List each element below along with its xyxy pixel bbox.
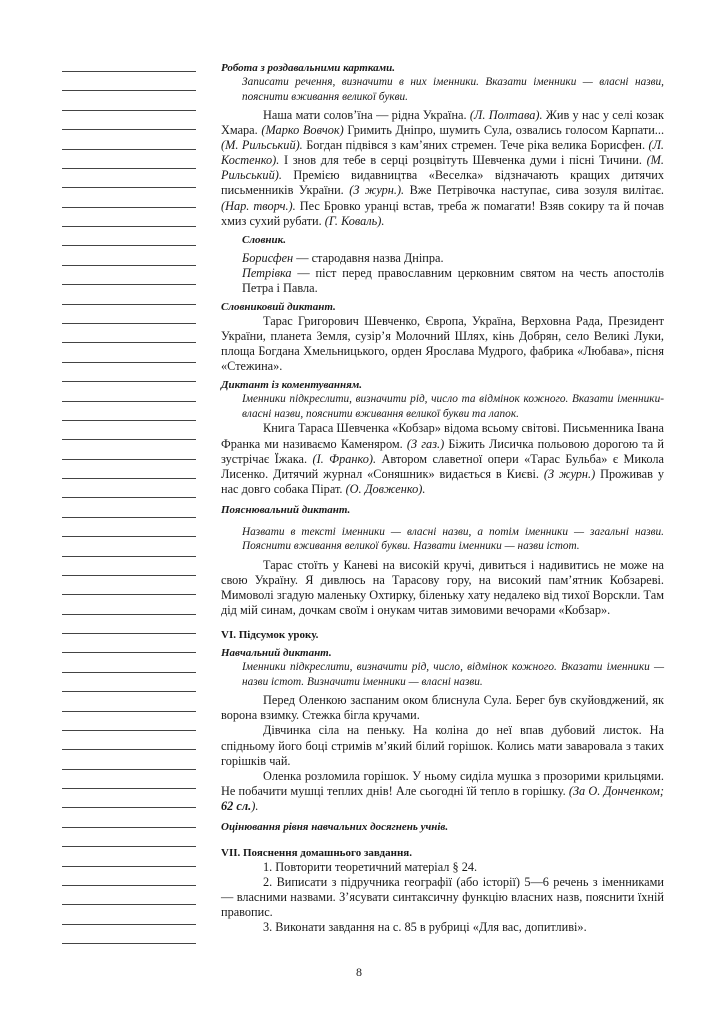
note-line <box>62 420 196 421</box>
note-line <box>62 788 196 789</box>
note-line <box>62 536 196 537</box>
glossary-entry <box>221 266 664 296</box>
source-citation: (З газ.) <box>406 436 445 451</box>
note-line <box>62 497 196 498</box>
explanatory-dictation-text: Тарас стоїть у Каневі на високій кручі, дивиться і надивитись не може на свою Україну. Я дивлюсь на Тарасову гору, на високий пам’ятник Кобзареві. Мимоволі згадую маленьку Охтирку, біленьку хату недалеко від тихої Ворскли. Там дід мій синам, дочкам своїм і онукам читав зимовими вечорами «Кобзар». <box>221 557 664 618</box>
note-line <box>62 226 196 227</box>
training-source: (За О. Донченком; <box>568 783 664 798</box>
sentence-text: Пес Бровко уранці встав, треба ж помагати! Взяв сокиру та й почав хмиз сухий рубати. <box>221 198 664 228</box>
sentence-text: Автором славетної опери «Тарас Бульба» є Микола Лисенко. Дитячий журнал «Соняшник» видається в Києві. <box>221 451 664 481</box>
sentence-text: Жив у нас у селі козак Хмара. <box>221 108 664 138</box>
note-line <box>62 362 196 363</box>
note-line <box>62 478 196 479</box>
note-line <box>62 924 196 925</box>
sentence-text: Гримить Дніпро, шумить Сула, озвались голосом Карпати... <box>343 123 665 138</box>
training-dictation-task: Іменники підкреслити, визначити рід, число, відмінок кожного. Вказати іменники — назви істот. Визначити іменники — власні назви. <box>242 661 664 688</box>
training-paragraph: Перед Оленкою заспаним оком блиснула Сула. Берег був скуйовджений, як ворона взимку. Стежка бігла кручами. <box>221 693 664 723</box>
note-line <box>62 672 196 673</box>
glossary-term: Борисфен <box>242 250 294 265</box>
source-citation: (Г. Коваль). <box>324 213 385 228</box>
note-line <box>62 749 196 750</box>
note-line <box>62 149 196 150</box>
source-citation: (Марко Вовчок) <box>261 123 344 138</box>
sentence-text: Премією видавництва «Веселка» відзначають кращих дитячих письменників України. <box>221 168 664 198</box>
note-line <box>62 885 196 886</box>
note-line <box>62 304 196 305</box>
sentence-text: Наша мати солов’їна — рідна Україна. <box>263 108 470 122</box>
glossary-entry <box>221 251 664 266</box>
training-last-text: Оленка розломила горішок. У ньому сиділа мушка з прозорими крильцями. Не побачити мушці теплих днів! Але сьогодні їй тепло в горішку. <box>221 768 664 798</box>
note-line <box>62 575 196 576</box>
source-citation: (З журн.). <box>349 183 405 198</box>
source-citation: (М. Рильський). <box>221 153 664 183</box>
homework-item: 3. Виконати завдання на с. 85 в рубриці «Для вас, допитливі». <box>263 920 587 935</box>
note-line <box>62 517 196 518</box>
homework-item: 1. Повторити теоретичний матеріал § 24. <box>263 860 478 874</box>
note-line <box>62 110 196 111</box>
explanatory-dictation-heading: Пояснювальний диктант. <box>221 503 351 516</box>
note-line <box>62 614 196 615</box>
note-line <box>62 342 196 343</box>
sentence-text: І знов для тебе в серці розцвітуть Шевченка думи і пісні Тичини. <box>279 153 647 168</box>
note-line <box>62 71 196 72</box>
glossary-definition: — стародавня назва Дніпра. <box>293 250 444 265</box>
sentence-text: Біжить Лисичка польовою дорогою та й зустрічає Їжака. <box>221 436 664 466</box>
explanatory-dictation-task: Назвати в тексті іменники — власні назви, а потім іменники — загальні назви. Пояснити вживання великої букви. Назвати іменники — назви істот. <box>242 525 664 553</box>
note-line <box>62 459 196 460</box>
vocab-dictation-text: Тарас Григорович Шевченко, Європа, Україна, Верховна Рада, Президент України, планета Земля, сузір’я Молочний Шлях, кінь Добрян, село Великі Луки, площа Богдана Хмельницького, орден Ярослава Мудрого, фабрика «Любава», пісня «Стежина». <box>221 314 664 374</box>
note-line <box>62 284 196 285</box>
homework-heading: VII. Пояснення домашнього завдання. <box>221 847 412 859</box>
note-line <box>62 711 196 712</box>
note-line <box>62 381 196 382</box>
source-citation: (Нар. творч.). <box>221 198 296 213</box>
note-line <box>62 904 196 905</box>
lesson-content <box>221 61 664 935</box>
note-line <box>62 827 196 828</box>
training-paragraph: Дівчинка сіла на пеньку. На коліна до неї впав дубовий листок. На спідньому його боці стримів м’який білий горішок. Колись мати заваровала з таких горішків чай. <box>221 723 664 768</box>
note-line <box>62 323 196 324</box>
note-line <box>62 556 196 557</box>
training-source-end: ). <box>251 798 259 813</box>
note-line <box>62 207 196 208</box>
source-citation: (М. Рильський). <box>221 138 303 153</box>
note-line <box>62 866 196 867</box>
commented-dictation-text <box>221 421 664 496</box>
note-line <box>62 90 196 91</box>
commented-dictation-heading: Диктант із коментуванням. <box>221 379 363 392</box>
sentence-text: Богдан підвівся з кам’яних стремен. Тече ріка велика Борисфен. <box>302 138 649 153</box>
note-line <box>62 439 196 440</box>
note-line <box>62 245 196 246</box>
sentence-text: Книга Тараса Шевченка «Кобзар» відома всьому світові. Письменника Івана Франка ми називаємо Каменяром. <box>221 421 664 451</box>
source-citation: (О. Довженко). <box>345 481 426 496</box>
note-line <box>62 652 196 653</box>
sentence-text: Вже Петрівочка наступає, сива зозуля вилітає. <box>404 183 664 198</box>
sentence-text: Проживав у нас довго собака Пірат. <box>221 466 664 496</box>
glossary-term: Петрівка <box>242 265 292 280</box>
note-line <box>62 846 196 847</box>
note-line <box>62 691 196 692</box>
source-citation: (З журн.) <box>543 466 596 481</box>
note-line <box>62 129 196 130</box>
note-line <box>62 943 196 944</box>
note-line <box>62 769 196 770</box>
assessment-heading: Оцінювання рівня навчальних досягнень учнів. <box>221 821 449 833</box>
page-number: 8 <box>356 965 362 979</box>
note-line <box>62 807 196 808</box>
note-line <box>62 730 196 731</box>
cards-heading: Робота з роздавальними картками. <box>221 62 396 74</box>
commented-dictation-task: Іменники підкреслити, визначити рід, число та відмінок кожного. Вказати іменники-власні назви, пояснити вживання великої букви та лапок. <box>242 393 664 420</box>
vocab-dictation-heading: Словниковий диктант. <box>221 301 336 314</box>
training-dictation-heading: Навчальний диктант. <box>221 647 332 660</box>
training-paragraph <box>221 769 664 814</box>
cards-text <box>221 108 664 229</box>
homework-item: 2. Виписати з підручника географії (або історії) 5—6 речень з іменниками — власними назвами. З’ясувати синтаксичну функцію власних назв, пояснити їхній правопис. <box>221 875 664 920</box>
source-citation: (І. Франко). <box>312 451 377 466</box>
note-lines-column <box>62 0 196 1024</box>
summary-heading: VI. Підсумок уроку. <box>221 629 319 642</box>
note-line <box>62 401 196 402</box>
note-line <box>62 594 196 595</box>
training-word-count: 62 сл. <box>221 798 252 813</box>
glossary-heading: Словник. <box>242 233 286 246</box>
note-line <box>62 265 196 266</box>
source-citation: (Л. Костенко). <box>221 138 664 168</box>
note-line <box>62 187 196 188</box>
note-line <box>62 633 196 634</box>
cards-task: Записати речення, визначити в них іменники. Вказати іменники — власні назви, пояснити вживання великої букви. <box>242 76 664 103</box>
glossary-definition: — піст перед православним церковним святом на честь апостолів Петра і Павла. <box>242 265 664 295</box>
source-citation: (Л. Полтава). <box>469 108 543 122</box>
note-line <box>62 168 196 169</box>
